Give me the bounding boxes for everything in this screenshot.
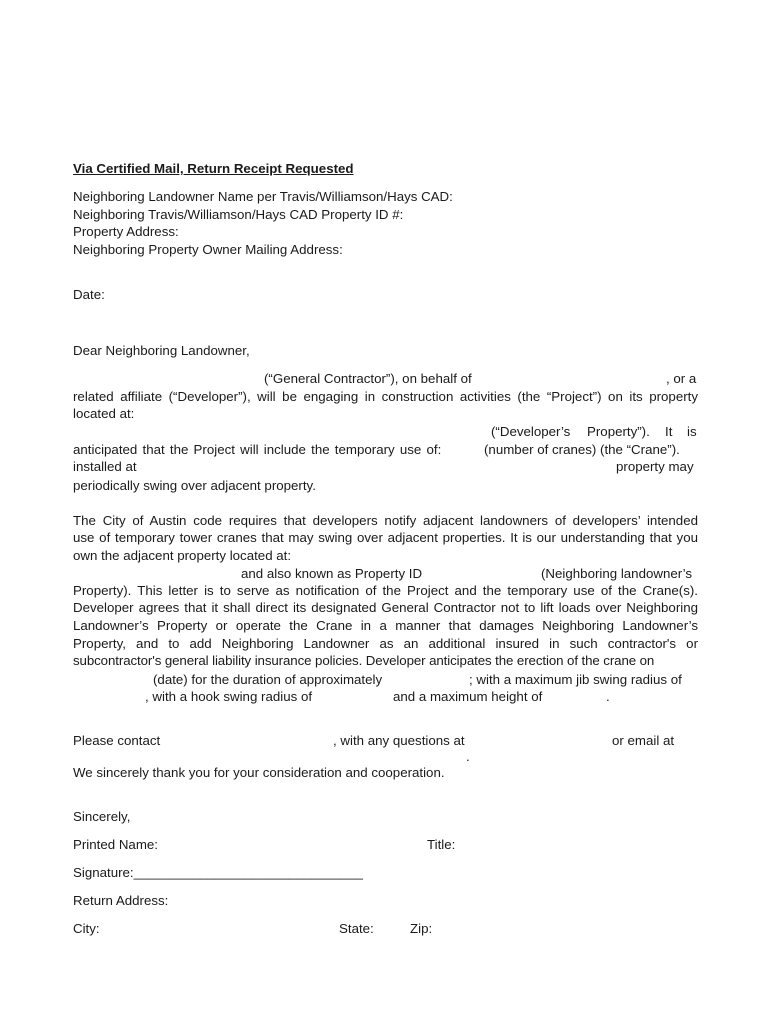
contact-questions: , with any questions at <box>333 733 465 748</box>
para1-line4-d: is <box>687 424 697 439</box>
para1-line1-a: (“General Contractor”), on behalf of <box>264 371 472 386</box>
mailing-address-label: Neighboring Property Owner Mailing Address: <box>73 242 343 257</box>
para1-line4-a: (“Developer’s <box>491 424 571 439</box>
para2-line4-b: (Neighboring landowner’s <box>541 566 693 581</box>
para1-line5-a: anticipated that the Project will include the temporary use of: <box>73 442 442 457</box>
salutation: Dear Neighboring Landowner, <box>73 343 250 358</box>
property-address-label: Property Address: <box>73 224 179 239</box>
closing: Sincerely, <box>73 809 131 824</box>
para1-line2: related affiliate (“Developer”), will be engaging in construction activities (the “Project”) on its property <box>73 389 698 404</box>
para1-line4-b: Property”). <box>587 424 650 439</box>
printed-name-label: Printed Name: <box>73 837 158 852</box>
para2-line11-b: and a maximum height of <box>393 689 543 704</box>
para1-line6-a: installed at <box>73 459 137 474</box>
para2-line8: Property, and to add Neighboring Landowner as an additional insured in such contractor's or <box>73 636 698 651</box>
landowner-name-label: Neighboring Landowner Name per Travis/Williamson/Hays CAD: <box>73 189 453 204</box>
title-label: Title: <box>427 837 456 852</box>
letter-heading: Via Certified Mail, Return Receipt Requested <box>73 161 354 176</box>
para2-line11-a: , with a hook swing radius of <box>145 689 313 704</box>
state-label: State: <box>339 921 374 936</box>
para2-line9: subcontractor's general liability insurance policies. Developer anticipates the erection of the crane on <box>73 653 655 668</box>
para2-line5: Property). This letter is to serve as notification of the Project and the temporary use of the Crane(s). <box>73 583 698 598</box>
contact-prefix: Please contact <box>73 733 161 748</box>
para2-line2: use of temporary tower cranes that may swing over adjacent properties. It is our understanding that you <box>73 530 698 545</box>
city-label: City: <box>73 921 100 936</box>
date-label: Date: <box>73 287 105 302</box>
thank-you-text: We sincerely thank you for your consideration and cooperation. <box>73 765 445 780</box>
para1-line7: periodically swing over adjacent property. <box>73 478 316 493</box>
contact-period: . <box>466 749 470 764</box>
return-address-label: Return Address: <box>73 893 169 908</box>
para1-line4-c: It <box>665 424 673 439</box>
para2-line10-b: ; with a maximum jib swing radius of <box>469 672 682 687</box>
zip-label: Zip: <box>410 921 433 936</box>
signature-label: Signature:_______________________________ <box>73 865 363 880</box>
para2-line4-a: and also known as Property ID <box>241 566 423 581</box>
para1-line6-b: property may <box>616 459 694 474</box>
para2-line6: Developer agrees that it shall direct its designated General Contractor not to lift loads over Neighboring <box>73 600 698 615</box>
para2-line3: own the adjacent property located at: <box>73 548 292 563</box>
contact-email: or email at <box>612 733 675 748</box>
para1-line3: located at: <box>73 406 135 421</box>
property-id-label: Neighboring Travis/Williamson/Hays CAD Property ID #: <box>73 207 404 222</box>
para2-line1: The City of Austin code requires that developers notify adjacent landowners of developers’ intended <box>73 513 698 528</box>
para2-line7: Landowner’s Property or operate the Crane in a manner that damages Neighboring Landowner’s <box>73 618 698 633</box>
para2-line11-c: . <box>606 689 610 704</box>
para2-line10-a: (date) for the duration of approximately <box>153 672 383 687</box>
para1-line1-b: , or a <box>666 371 697 386</box>
para1-line5-b: (number of cranes) (the “Crane”). <box>484 442 680 457</box>
